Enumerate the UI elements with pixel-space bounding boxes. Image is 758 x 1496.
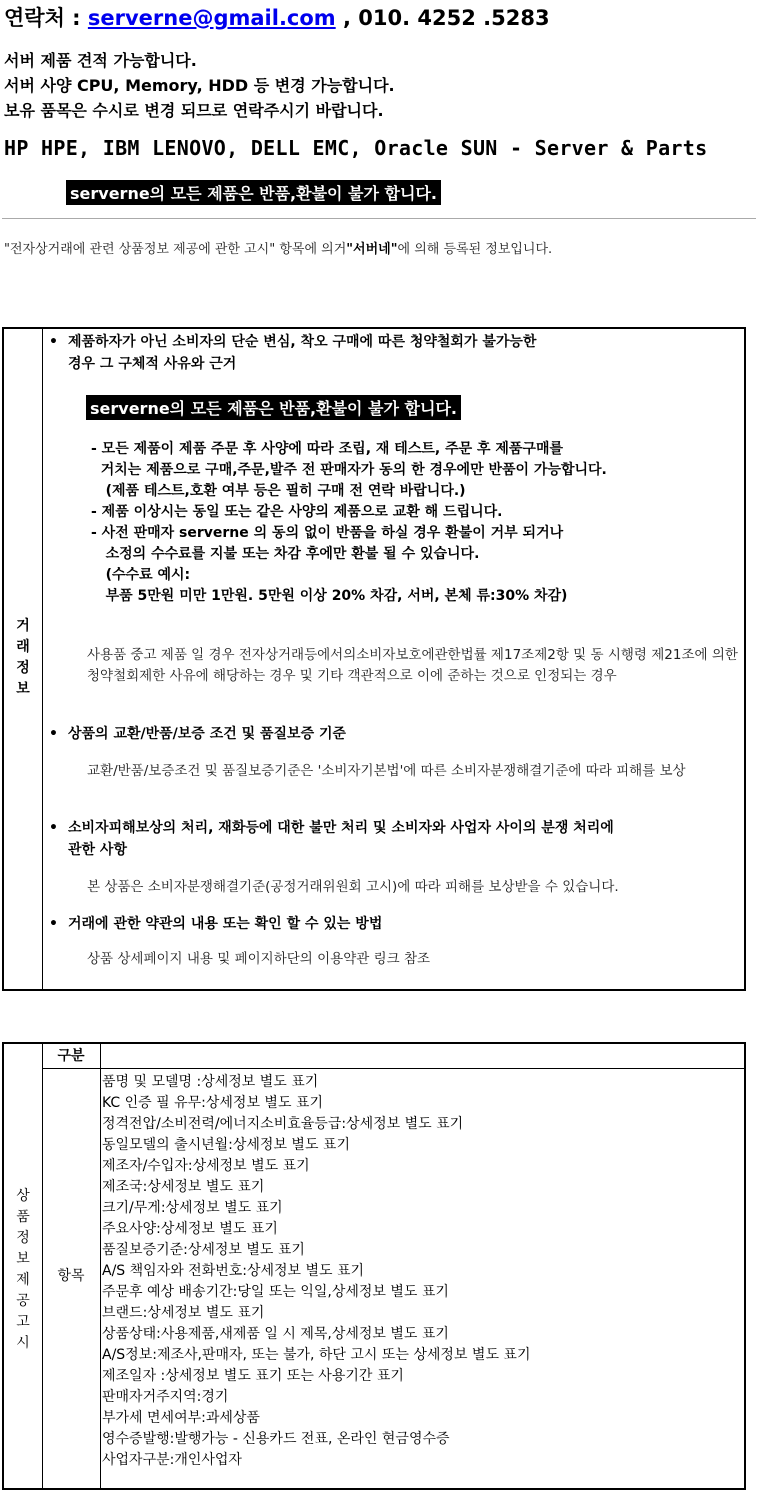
- intro-line: 서버 제품 견적 가능합니다.: [4, 51, 197, 70]
- bullet-paragraph: 사용품 중고 제품 일 경우 전자상거래등에서의소비자보호에관한법률 제17조제2항 및 동 시행령 제21조에 의한 청약철회제한 사유에 해당하는 경우 및 기타 객관적으로 이에 준하는 것으로 인정되는 경우: [87, 647, 738, 684]
- intro-line: 보유 품목은 수시로 변경 되므로 연락주시기 바랍니다.: [4, 101, 384, 120]
- product-notice-side-cell: [4, 1044, 43, 1488]
- bullet-title: • 소비자피해보상의 처리, 재화등에 대한 불만 처리 및 소비자와 사업자 사이의 분쟁 처리에 관한 사항: [68, 817, 614, 861]
- contact-line: [4, 2, 550, 32]
- return-policy-details: - 모든 제품이 제품 주문 후 사양에 따라 조립, 재 테스트, 주문 후 제품구매를 거치는 제품으로 구매,주문,발주 전 판매자가 동의 한 경우에만 반품이 가능합니다. (제품 테스트,호환 여부 등은 필히 구매 전 연락 바랍니다.) - 제품 이상시는 동일 또는 같은 사양의 제품으로 교환 해 드립니다. - 사전 판매자 serverne 의 동의 없이 반품을 하실 경우 환불이 거부 되거나 소정의 수수료를 지불 또는 차감 후에만 환불 될 수 있습니다. (수수료 예시: 부품 5만원 미만 1만원. 5만원 이상 20% 차감, 서버, 본체 류:30% 차감): [91, 441, 607, 604]
- intro-line: 서버 사양 CPU, Memory, HDD 등 변경 가능합니다.: [4, 76, 395, 95]
- row-label-cell: [42, 1069, 101, 1488]
- notice-prefix: "전자상거래에 관련 상품정보 제공에 관한 고시" 항목에 의거: [4, 242, 347, 257]
- bullet-title: • 거래에 관한 약관의 내용 또는 확인 할 수 있는 방법: [68, 913, 382, 935]
- email-link[interactable]: serverne@gmail.com: [87, 6, 336, 30]
- bullet-paragraph: 상품 상세페이지 내용 및 페이지하단의 이용약관 링크 참조: [87, 951, 431, 967]
- header-category-cell: 구분: [42, 1044, 101, 1068]
- bullet-paragraph: 본 상품은 소비자분쟁해결기준(공정거래위원회 고시)에 따라 피해를 보상받을 수 있습니다.: [87, 879, 619, 895]
- row-label: 항목: [57, 1268, 85, 1284]
- product-notice-label: 상 품 정 보 제 공 고 시: [16, 1188, 30, 1351]
- trade-info-content: [44, 329, 744, 989]
- bullet-title: • 상품의 교환/반품/보증 조건 및 품질보증 기준: [68, 723, 346, 745]
- bullet-title: • 제품하자가 아닌 소비자의 단순 변심, 착오 구매에 따른 청약철회가 불가능한 경우 그 구체적 사유와 근거: [68, 331, 536, 375]
- divider: [2, 218, 756, 219]
- no-return-banner: serverne의 모든 제품은 반품,환불이 불가 합니다.: [66, 180, 441, 205]
- trade-info-table: [2, 327, 746, 991]
- intro-text: [4, 48, 395, 123]
- table-header-row: [42, 1044, 744, 1069]
- product-notice-table: [2, 1042, 746, 1490]
- notice-suffix: 에 의해 등록된 정보입니다.: [397, 242, 553, 257]
- notice-seller: "서버네": [346, 242, 398, 257]
- legal-notice: [4, 238, 552, 257]
- trade-info-side-cell: [4, 329, 43, 989]
- contact-phone: , 010. 4252 .5283: [335, 6, 550, 30]
- contact-label: 연락처 :: [4, 6, 88, 30]
- no-return-banner-inner: serverne의 모든 제품은 반품,환불이 불가 합니다.: [86, 395, 461, 420]
- bullet-paragraph: 교환/반품/보증조건 및 품질보증기준은 '소비자기본법'에 따른 소비자분쟁해결기준에 따라 피해를 보상: [87, 763, 686, 779]
- product-info-items: 품명 및 모델명 :상세정보 별도 표기 KC 인증 필 유무:상세정보 별도 표기 정격전압/소비전력/에너지소비효율등급:상세정보 별도 표기 동일모델의 출시년월:상세정보 별도 표기 제조자/수입자:상세정보 별도 표기 제조국:상세정보 별도 표기 크기/무게:상세정보 별도 표기 주요사양:상세정보 별도 표기 품질보증기준:상세정보 별도 표기 A/S 책임자와 전화번호:상세정보 별도 표기 주문후 예상 배송기간:당일 또는 익일,상세정보 별도 표기 브랜드:상세정보 별도 표기 상품상태:사용제품,새제품 일 시 제목,상세정보 별도 표기 A/S정보:제조사,판매자, 또는 불가, 하단 고시 또는 상세정보 별도 표기 제조일자 :상세정보 별도 표기 또는 사용기간 표기 판매자거주지역:경기 부가세 면세여부:과세상품 영수증발행:발행가능 - 신용카드 전표, 온라인 현금영수증 사업자구분:개인사업자: [102, 1074, 531, 1468]
- trade-info-label: 거 래 정 보: [16, 618, 30, 697]
- brands-heading: HP HPE, IBM LENOVO, DELL EMC, Oracle SUN - Server & Parts: [4, 136, 708, 160]
